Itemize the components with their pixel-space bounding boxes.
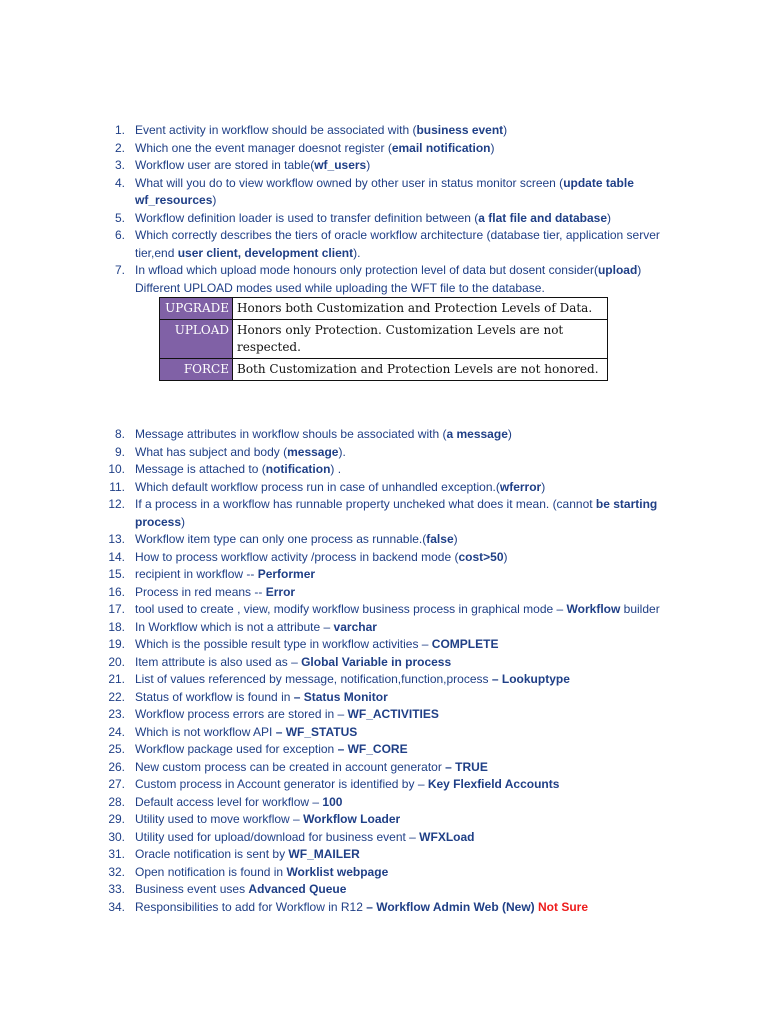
list-item (0, 706, 768, 724)
list-item-number: 30. (108, 829, 125, 844)
list-item (0, 724, 768, 742)
list-item (0, 496, 768, 531)
answer-text: – WF_STATUS (275, 724, 358, 739)
question-text: In wfload which upload mode honours only protection level of data but dosent consider( (135, 263, 598, 277)
question-text: ) . (330, 462, 342, 476)
list-item (0, 829, 768, 847)
list-item-number: 6. (114, 228, 125, 242)
list-item (0, 531, 768, 549)
list-item-number: 18. (108, 619, 125, 634)
answer-text: Advanced Queue (248, 882, 347, 896)
answer-text: – Status Monitor (293, 689, 388, 704)
question-text: Workflow definition loader is used to transfer definition between ( (135, 210, 479, 225)
answer-text: Worklist webpage (286, 864, 389, 879)
question-text: builder (620, 602, 660, 616)
list-item-number: 27. (108, 777, 125, 791)
question-text: tool used to create , view, modify workflow business process in graphical mode – (135, 602, 567, 616)
answer-text: – Lookuptype (491, 672, 570, 686)
question-text: ) (503, 549, 508, 564)
question-text: ). (338, 444, 346, 459)
list-item (0, 601, 768, 619)
list-item-number: 28. (108, 794, 125, 809)
list-item-number: 8. (114, 427, 125, 441)
answer-text: Performer (257, 567, 316, 581)
upload-modes-table (159, 297, 608, 381)
answer-text: business event (416, 123, 504, 137)
list-item (0, 899, 768, 917)
answer-text: Workflow (566, 602, 621, 616)
answer-text: COMPLETE (431, 637, 499, 651)
question-text: ) (453, 532, 458, 546)
answer-text: WF_ACTIVITIES (347, 707, 439, 721)
answer-text: false (426, 532, 454, 546)
list-item (0, 210, 768, 228)
list-item-number: 7. (114, 263, 125, 277)
list-item (0, 654, 768, 672)
question-text: Event activity in workflow should be associated with ( (135, 123, 417, 137)
question-text: Item attribute is also used as – (135, 654, 302, 669)
list-item (0, 584, 768, 602)
mode-name-cell: UPGRADE (160, 298, 233, 320)
question-text: ) (507, 427, 512, 441)
list-item (0, 426, 768, 444)
question-text: Business event uses (135, 882, 249, 896)
question-text: Utility used for upload/download for business event – (135, 829, 420, 844)
list-item (0, 776, 768, 794)
list-item-number: 23. (108, 707, 125, 721)
answer-text: wf_users (314, 158, 367, 172)
question-text: Status of workflow is found in (135, 689, 294, 704)
question-text: ) (541, 479, 546, 494)
list-item-number: 13. (108, 532, 125, 546)
question-text: Workflow user are stored in table( (135, 158, 315, 172)
list-item (0, 122, 768, 140)
list-item (0, 794, 768, 812)
mode-description-cell: Honors both Customization and Protection Levels of Data. (233, 298, 608, 320)
question-text: ) (366, 158, 371, 172)
answer-text: varchar (333, 619, 377, 634)
list-item (0, 175, 768, 210)
answer-text: – TRUE (445, 759, 488, 774)
list-item-number: 16. (108, 584, 125, 599)
question-text: Process in red means -- (135, 584, 266, 599)
answer-text: email notification (391, 140, 491, 155)
list-item-number: 5. (114, 210, 125, 225)
answer-text: – WF_CORE (337, 742, 408, 756)
list-item-number: 22. (108, 689, 125, 704)
list-item (0, 619, 768, 637)
answer-text: Global Variable in process (301, 654, 452, 669)
question-text: What will you do to view workflow owned by other user in status monitor screen ( (135, 175, 564, 190)
question-text: Custom process in Account generator is identified by – (135, 777, 428, 791)
answer-text: Error (265, 584, 296, 599)
answer-text: WF_MAILER (288, 847, 360, 861)
answer-text: upload (597, 263, 638, 277)
question-text: ) Different UPLOAD modes used while uploading the WFT file to the database. (135, 263, 642, 295)
question-text: Utility used to move workflow – (135, 812, 304, 826)
question-text: Workflow process errors are stored in – (135, 707, 348, 721)
note-text: Not Sure (538, 899, 589, 914)
list-item-number: 14. (108, 549, 125, 564)
answer-text: notification (265, 462, 331, 476)
list-item (0, 140, 768, 158)
list-item (0, 444, 768, 462)
question-text: Open notification is found in (135, 864, 287, 879)
answer-text: update table wf_resources (135, 175, 634, 207)
list-item-number: 17. (108, 602, 125, 616)
list-item-number: 11. (109, 479, 125, 494)
list-item-number: 2. (114, 140, 125, 155)
question-text: Message is attached to ( (135, 462, 266, 476)
question-text: Workflow package used for exception (135, 742, 338, 756)
question-text: ) (607, 210, 612, 225)
question-text: Which is not workflow API (135, 724, 276, 739)
table-row (160, 298, 608, 320)
question-text: If a process in a workflow has runnable property uncheked what does it mean. (cannot (135, 497, 596, 511)
list-item (0, 636, 768, 654)
list-item-number: 15. (108, 567, 125, 581)
question-text: ) (503, 123, 508, 137)
question-text: ). (353, 245, 361, 260)
list-item (0, 689, 768, 707)
list-item (0, 549, 768, 567)
question-text: ) (212, 193, 217, 207)
table-row (160, 320, 608, 359)
question-text: Responsibilities to add for Workflow in R12 (135, 899, 367, 914)
question-text: In Workflow which is not a attribute – (135, 619, 334, 634)
question-text: How to process workflow activity /process in backend mode ( (135, 549, 459, 564)
mode-name-cell: UPLOAD (160, 320, 233, 359)
list-item-number: 33. (108, 882, 125, 896)
question-text: ) (490, 140, 495, 155)
list-item-number: 1. (114, 123, 125, 137)
list-item (0, 881, 768, 899)
list-item (0, 741, 768, 759)
list-item (0, 461, 768, 479)
list-item-number: 19. (108, 637, 125, 651)
answer-text: user client, development client (177, 245, 354, 260)
question-text: recipient in workflow -- (135, 567, 258, 581)
list-item-number: 26. (108, 759, 125, 774)
question-text: Workflow item type can only one process as runnable.( (135, 532, 427, 546)
list-item (0, 864, 768, 882)
question-text: New custom process can be created in account generator (135, 759, 446, 774)
list-item (0, 846, 768, 864)
question-text: List of values referenced by message, notification,function,process (135, 672, 492, 686)
question-text: Which is the possible result type in workflow activities – (135, 637, 432, 651)
answer-text: cost>50 (458, 549, 504, 564)
list-item-number: 3. (114, 158, 125, 172)
answer-text: – Workflow Admin Web (New) (366, 899, 539, 914)
table-row (160, 359, 608, 381)
list-item-number: 34. (108, 899, 125, 914)
question-text: Message attributes in workflow shouls be associated with ( (135, 427, 447, 441)
list-item (0, 671, 768, 689)
list-item-number: 29. (108, 812, 125, 826)
list-item-number: 10. (108, 462, 125, 476)
list-item-number: 12. (108, 497, 125, 511)
list-item-number: 9. (114, 444, 125, 459)
list-item (0, 157, 768, 175)
question-list-part-2 (0, 426, 768, 916)
answer-text: be starting process (135, 497, 658, 529)
question-text: What has subject and body ( (135, 444, 288, 459)
question-text: ) (181, 514, 186, 529)
question-text: Which one the event manager doesnot register ( (135, 140, 392, 155)
mode-description-cell: Honors only Protection. Customization Levels are not respected. (233, 320, 608, 359)
answer-text: message (287, 444, 339, 459)
list-item-number: 32. (108, 864, 125, 879)
answer-text: a flat file and database (478, 210, 608, 225)
answer-text: Key Flexfield Accounts (427, 777, 560, 791)
list-item (0, 566, 768, 584)
list-item (0, 262, 768, 297)
list-item-number: 4. (114, 175, 125, 190)
question-text: Which default workflow process run in case of unhandled exception.( (135, 479, 500, 494)
question-text: Which correctly describes the tiers of oracle workflow architecture (database tier, application server tier,end (135, 228, 660, 260)
list-item (0, 811, 768, 829)
list-item-number: 31. (108, 847, 125, 861)
list-item-number: 25. (108, 742, 125, 756)
question-text: Default access level for workflow – (135, 794, 323, 809)
question-text: Oracle notification is sent by (135, 847, 289, 861)
list-item (0, 479, 768, 497)
answer-text: Workflow Loader (303, 812, 401, 826)
answer-text: a message (446, 427, 508, 441)
list-item-number: 21. (108, 672, 125, 686)
list-item (0, 759, 768, 777)
mode-name-cell: FORCE (160, 359, 233, 381)
list-item-number: 24. (108, 724, 125, 739)
question-list-part-1 (0, 122, 768, 297)
list-item-number: 20. (108, 654, 125, 669)
answer-text: wferror (499, 479, 542, 494)
answer-text: WFXLoad (419, 829, 475, 844)
list-item (0, 227, 768, 262)
mode-description-cell: Both Customization and Protection Levels are not honored. (233, 359, 608, 381)
answer-text: 100 (322, 794, 343, 809)
